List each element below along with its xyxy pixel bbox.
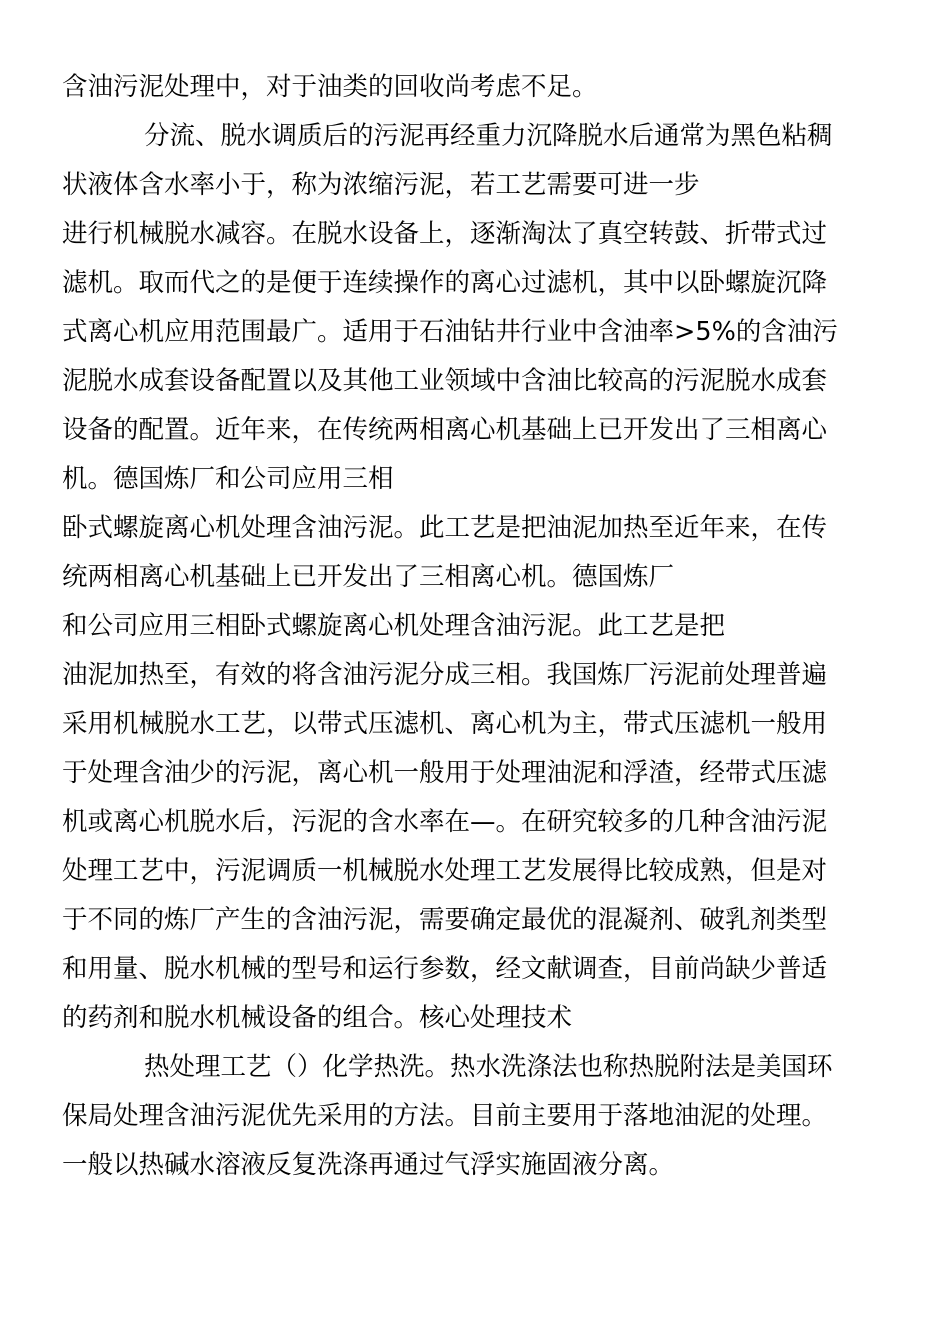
text-line: 卧式螺旋离心机处理含油污泥。此工艺是把油泥加热至近年来，在传 [62, 513, 828, 543]
text-line: 含油污泥处理中，对于油类的回收尚考虑不足。 [62, 72, 598, 102]
text-line: 式离心机应用范围最广。适用于石油钻井行业中含油率>5%的含油污 [62, 317, 838, 347]
text-line: 保局处理含油污泥优先采用的方法。目前主要用于落地油泥的处理。 [62, 1101, 828, 1131]
text-line: 状液体含水率小于，称为浓缩污泥，若工艺需要可进一步 [62, 170, 700, 200]
text-line: 滤机。取而代之的是便于连续操作的离心过滤机，其中以卧螺旋沉降 [62, 268, 828, 298]
text-line: 于不同的炼厂产生的含油污泥，需要确定最优的混凝剂、破乳剂类型 [62, 905, 828, 935]
text-line: 机或离心机脱水后，污泥的含水率在—。在研究较多的几种含油污泥 [62, 807, 828, 837]
text-line: 和用量、脱水机械的型号和运行参数，经文献调查，目前尚缺少普适 [62, 954, 828, 984]
text-line: 设备的配置。近年来，在传统两相离心机基础上已开发出了三相离心 [62, 415, 828, 445]
text-line: 油泥加热至，有效的将含油污泥分成三相。我国炼厂污泥前处理普遍 [62, 660, 828, 690]
text-line: 的药剂和脱水机械设备的组合。核心处理技术 [62, 1003, 573, 1033]
text-line: 于处理含油少的污泥，离心机一般用于处理油泥和浮渣，经带式压滤 [62, 758, 828, 788]
text-line: 处理工艺中，污泥调质一机械脱水处理工艺发展得比较成熟，但是对 [62, 856, 828, 886]
text-line: 机。德国炼厂和公司应用三相 [62, 464, 394, 494]
paragraph-start-line: 分流、脱水调质后的污泥再经重力沉降脱水后通常为黑色粘稠 [144, 121, 833, 151]
paragraph-start-line: 热处理工艺（）化学热洗。热水洗涤法也称热脱附法是美国环 [144, 1052, 833, 1082]
text-line: 泥脱水成套设备配置以及其他工业领域中含油比较高的污泥脱水成套 [62, 366, 828, 396]
text-line: 统两相离心机基础上已开发出了三相离心机。德国炼厂 [62, 562, 675, 592]
text-line: 和公司应用三相卧式螺旋离心机处理含油污泥。此工艺是把 [62, 611, 726, 641]
text-line: 采用机械脱水工艺，以带式压滤机、离心机为主，带式压滤机一般用 [62, 709, 828, 739]
text-line: 进行机械脱水减容。在脱水设备上，逐渐淘汰了真空转鼓、折带式过 [62, 219, 828, 249]
text-line: 一般以热碱水溶液反复洗涤再通过气浮实施固液分离。 [62, 1150, 675, 1180]
